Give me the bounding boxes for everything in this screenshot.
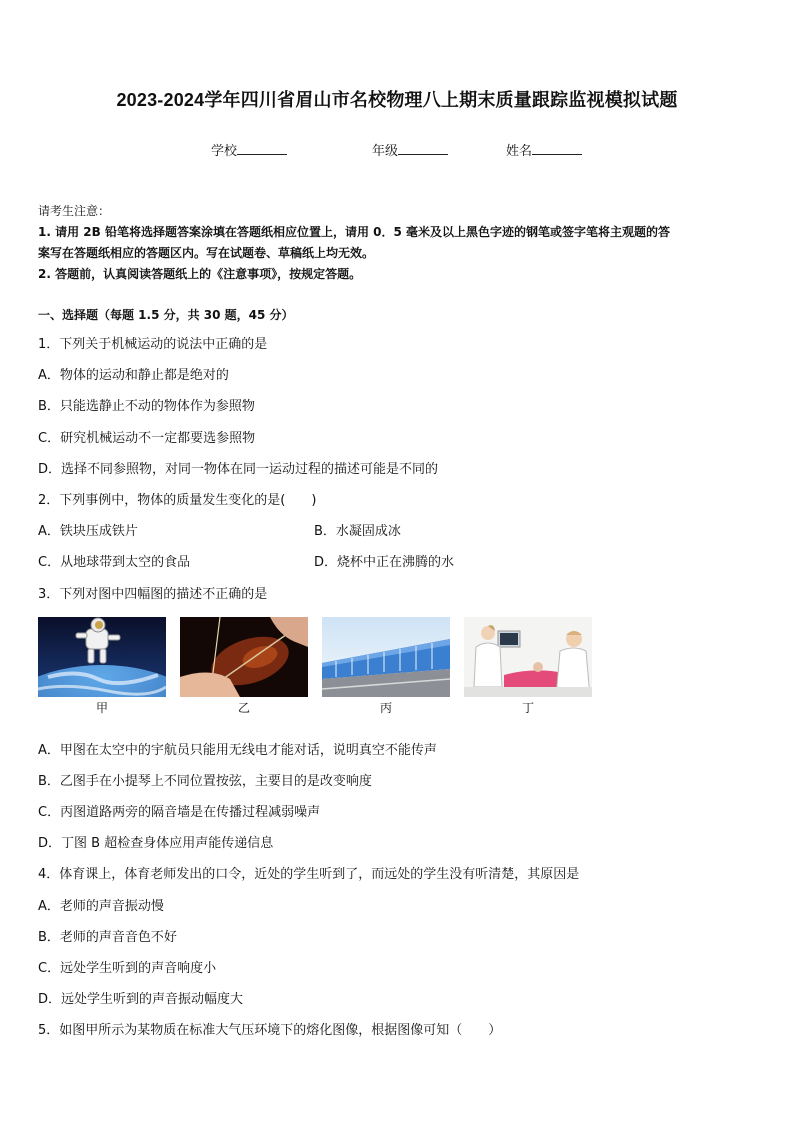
name-field: [506, 140, 582, 159]
school-field: [211, 140, 287, 159]
figure-astronaut: [38, 617, 166, 697]
notice-item1-line1: 1. 请用 2B 铅笔将选择题答案涂填在答题纸相应位置上，请用 0．5 毫米及以上黑色字迹的钢笔或签字笔将主观题的答: [38, 225, 670, 239]
q3-stem: 3．下列对图中四幅图的描述不正确的是: [38, 587, 268, 602]
q3-figures: [38, 617, 598, 717]
school-blank: [237, 142, 287, 155]
q4-stem: 4．体育课上，体育老师发出的口令，近处的学生听到了，而远处的学生没有听清楚，其原因是: [38, 867, 580, 882]
school-label: 学校: [211, 144, 238, 159]
q3-option-a: A．甲图在太空中的宇航员只能用无线电才能对话，说明真空不能传声: [38, 743, 437, 758]
name-blank: [532, 142, 582, 155]
figure-label-yi: 乙: [237, 701, 250, 715]
grade-field: [372, 140, 448, 159]
grade-label: 年级: [372, 144, 399, 159]
figure-ultrasound: [464, 617, 592, 697]
q1-option-c: C．研究机械运动不一定都要选参照物: [38, 431, 256, 446]
q1-option-a: A．物体的运动和静止都是绝对的: [38, 368, 229, 383]
q4-option-d: D．远处学生听到的声音振动幅度大: [38, 992, 244, 1007]
notice-item2: 2. 答题前，认真阅读答题纸上的《注意事项》，按规定答题。: [38, 267, 362, 281]
q3-option-d: D．丁图 B 超检查身体应用声能传递信息: [38, 836, 274, 851]
figure-label-bing: 丙: [379, 701, 392, 715]
figure-sound-barrier: [322, 617, 450, 697]
q1-option-d: D．选择不同参照物，对同一物体在同一运动过程的描述可能是不同的: [38, 462, 439, 477]
q2-stem: 2．下列事例中，物体的质量发生变化的是( ): [38, 493, 317, 508]
grade-blank: [398, 142, 448, 155]
q4-option-c: C．远处学生听到的声音响度小: [38, 961, 217, 976]
figure-violin: [180, 617, 308, 697]
notice-item1-line2: 案写在答题纸相应的答题区内。写在试题卷、草稿纸上均无效。: [38, 246, 375, 260]
q2-option-b: B．水凝固成冰: [314, 524, 401, 539]
q5-stem: 5．如图甲所示为某物质在标准大气压环境下的熔化图像，根据图像可知（ ）: [38, 1023, 502, 1038]
figure-label-ding: 丁: [521, 701, 534, 715]
page-title: 2023-2024学年四川省眉山市名校物理八上期末质量跟踪监视模拟试题: [116, 90, 678, 110]
q4-option-b: B．老师的声音音色不好: [38, 930, 177, 945]
q1-stem: 1．下列关于机械运动的说法中正确的是: [38, 337, 268, 352]
q2-option-c: C．从地球带到太空的食品: [38, 555, 191, 570]
figure-label-jia: 甲: [95, 701, 108, 715]
q3-option-b: B．乙图手在小提琴上不同位置按弦，主要目的是改变响度: [38, 774, 372, 789]
q2-option-d: D．烧杯中正在沸腾的水: [314, 555, 455, 570]
q2-option-a: A．铁块压成铁片: [38, 524, 138, 539]
notice-heading: 请考生注意：: [38, 204, 111, 218]
q4-option-a: A．老师的声音振动慢: [38, 899, 164, 914]
section-heading: 一、选择题（每题 1.5 分，共 30 题，45 分）: [38, 308, 294, 322]
name-label: 姓名: [506, 144, 533, 159]
q3-option-c: C．丙图道路两旁的隔音墙是在传播过程减弱噪声: [38, 805, 321, 820]
q1-option-b: B．只能选静止不动的物体作为参照物: [38, 399, 255, 414]
